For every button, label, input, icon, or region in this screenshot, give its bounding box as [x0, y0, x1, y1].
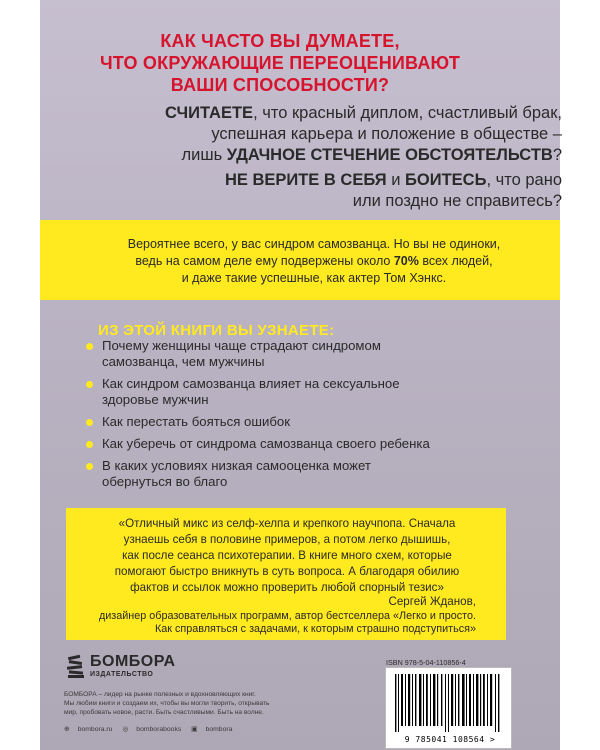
learn-header: ИЗ ЭТОЙ КНИГИ ВЫ УЗНАЕТЕ:: [98, 322, 335, 339]
testimonial-text: «Отличный микс из селф-хелпа и крепкого научпопа. Сначала узнаешь себя в половине примеров, а потом легко дышишь, как после сеанса психотерапии. В книге много схем, которые помогают быстро вникнуть в суть вопроса. А благодаря обилию фактов и ссылок можно проверить любой спорный тезис»: [114, 517, 460, 594]
list-item: Как перестать бояться ошибок: [86, 414, 526, 430]
list-item: Как уберечь от синдрома самозванца своего ребенка: [86, 436, 526, 452]
highlight-text: Вероятнее всего, у вас синдром самозванца. Но вы не одиноки, ведь на самом деле ему подвержены около 70% всех людей, и даже такие успешные, как актер Том Хэнкс.: [127, 237, 501, 285]
vk-icon: ▣: [191, 726, 198, 733]
social-link[interactable]: bomborabooks: [136, 726, 182, 733]
publisher-logo: БОМБОРА ИЗДАТЕЛЬСТВО: [66, 649, 206, 689]
instagram-icon: ◎: [122, 726, 129, 733]
paragraph-believe: СЧИТАЕТЕ, что красный диплом, счастливый брак, успешная карьера и положение в обществе – лишь УДАЧНОЕ СТЕЧЕНИЕ ОБСТОЯТЕЛЬСТВ?: [165, 104, 562, 164]
list-item: Как синдром самозванца влияет на сексуальное здоровье мужчин: [86, 376, 526, 408]
publisher-social: [64, 725, 314, 733]
bullet-icon: [86, 381, 93, 388]
testimonial-author-desc: дизайнер образовательных программ, автор бестселлера «Легко и просто. Как справляться с задачами, к которым страшно подступиться»: [98, 610, 476, 635]
list-item: Почему женщины чаще страдают синдромом самозванца, чем мужчины: [86, 338, 526, 370]
social-link[interactable]: bombora.ru: [77, 726, 113, 733]
bullet-icon: [86, 419, 93, 426]
emphasis-text: УДАЧНОЕ СТЕЧЕНИЕ ОБСТОЯТЕЛЬСТВ: [226, 146, 553, 164]
highlight-box: [40, 220, 560, 300]
headline-question: КАК ЧАСТО ВЫ ДУМАЕТЕ, ЧТО ОКРУЖАЮЩИЕ ПЕРЕОЦЕНИВАЮТ ВАШИ СПОСОБНОСТИ?: [99, 31, 461, 95]
list-item: В каких условиях низкая самооценка может обернуться во благо: [86, 458, 526, 490]
barcode-icon: [393, 674, 503, 732]
isbn-text: ISBN 978-5-04-110856-4: [386, 658, 466, 667]
paragraph-doubt: НЕ ВЕРИТЕ В СЕБЯ и БОИТЕСЬ, что рано или поздно не справитесь?: [224, 171, 562, 210]
barcode-number: 9 785041 108564 >: [404, 735, 496, 744]
globe-icon: ⊕: [64, 726, 70, 733]
testimonial-author: Сергей Жданов,: [388, 595, 476, 608]
testimonial-box: [66, 508, 506, 640]
publisher-about: БОМБОРА – лидер на рынке полезных и вдохновляющих книг. Мы любим книги и создаем их, чтобы вы могли творить, открывать мир, пробовать новое, расти. Быть счастливыми. Быть на волне.: [64, 691, 270, 716]
bombora-icon: [66, 653, 86, 679]
learn-list: [86, 338, 526, 490]
bullet-icon: [86, 463, 93, 470]
bullet-icon: [86, 441, 93, 448]
social-link[interactable]: bombora: [205, 726, 233, 733]
emphasis-text: СЧИТАЕТЕ: [165, 104, 254, 122]
bullet-icon: [86, 343, 93, 350]
